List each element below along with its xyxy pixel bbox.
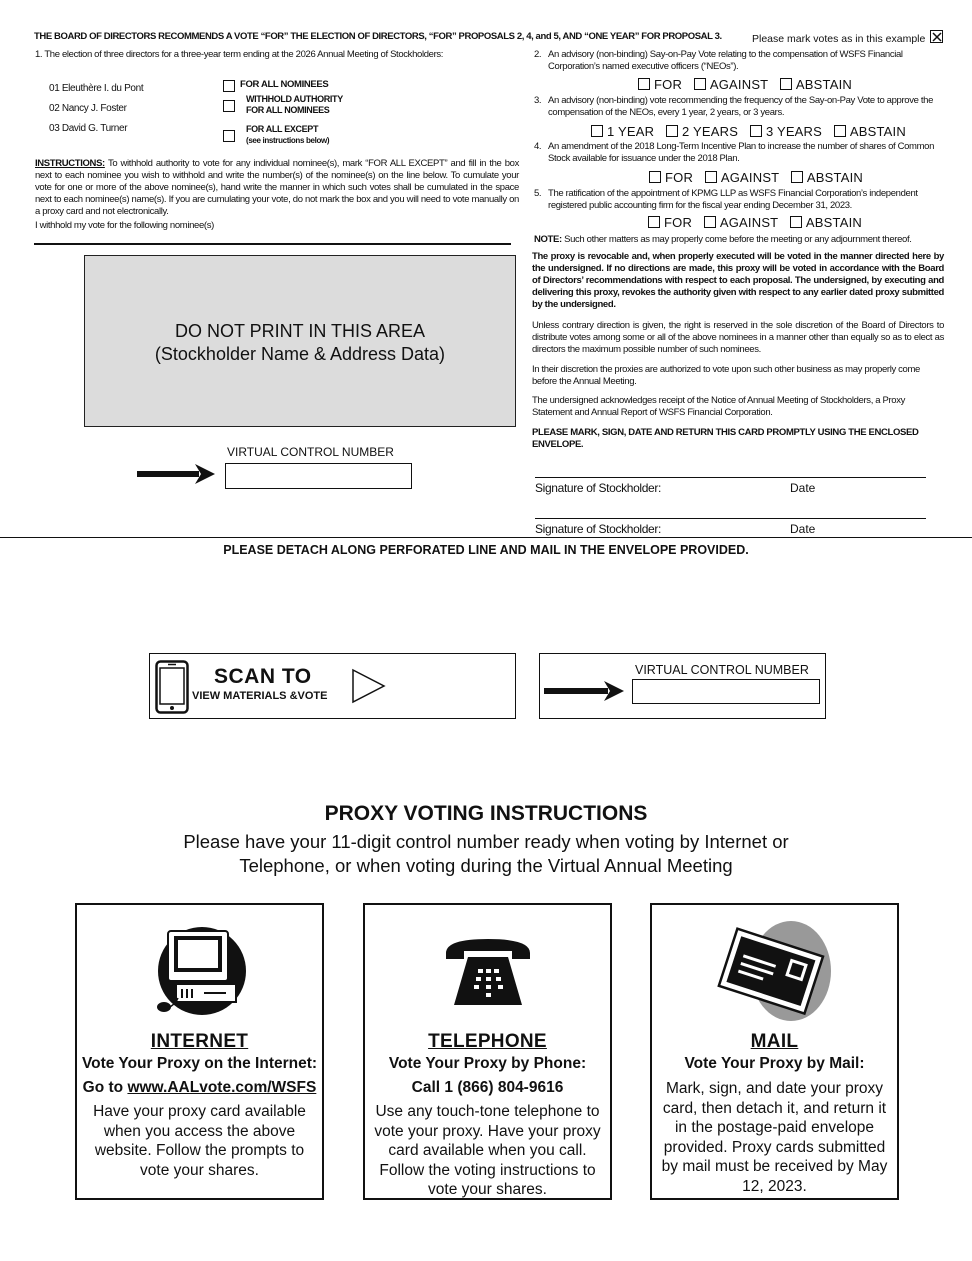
nominee-1: 01 Eleuthère I. du Pont: [49, 83, 144, 94]
address-area-line1: DO NOT PRINT IN THIS AREA: [174, 321, 426, 341]
control-number-label: VIRTUAL CONTROL NUMBER: [227, 445, 394, 459]
mail-subheading: Vote Your Proxy by Mail:: [684, 1055, 865, 1072]
note-label: NOTE:: [534, 234, 562, 245]
proposal3-abstain-label: ABSTAIN: [849, 124, 906, 139]
withhold-line-label: I withhold my vote for the following nominee(s): [35, 220, 214, 231]
mail-heading: MAIL: [750, 1031, 799, 1052]
marked-checkbox-example: [930, 30, 943, 43]
address-area: [84, 255, 516, 427]
proposal5-for-checkbox[interactable]: [648, 216, 660, 228]
telephone-heading: TELEPHONE: [428, 1031, 547, 1052]
proposal3-1year-checkbox[interactable]: [591, 125, 603, 137]
telephone-card: [363, 903, 612, 1200]
proposal5-against-checkbox[interactable]: [704, 216, 716, 228]
withhold-line1: WITHHOLD AUTHORITY: [246, 94, 343, 104]
legal-p2: Unless contrary direction is given, the right is reserved in the sole discretion of the Board of Directors to distribute votes among some or all of the above nominees in a manner other than equally so as to elect as directors the maximum possible number of such nominees.: [532, 320, 944, 355]
signature-label-2: Signature of Stockholder:: [535, 522, 661, 536]
mark-example-text: [752, 30, 943, 45]
instructions-block: [35, 158, 519, 218]
instructions-text: To withhold authority to vote for any individual nominee(s), mark “FOR ALL EXCEPT” and fill in the box next to each nominee you wish to withhold and write the number(s) of the nominee(s) on the line below. To cumulate your vote for one or more of the above nominee(s), hand write the manner in which such votes shall be cumulated in the space next to each nominee(s) name(s). If you are cumulating your vote, do not mark the box and you will need to vote manually on a proxy card and not electronically.: [35, 158, 519, 217]
proposal4-for-checkbox[interactable]: [649, 171, 661, 183]
legal-p4: The undersigned acknowledges receipt of the Notice of Annual Meeting of Stockholders, a Proxy Statement and Annual Report of WSFS Financial Corporation.: [532, 395, 906, 418]
proposal3-2years-label: 2 YEARS: [682, 124, 739, 139]
date-label-2: Date: [790, 522, 816, 536]
scan-title: SCAN TO: [214, 665, 312, 688]
proposal3-3years-label: 3 YEARS: [765, 124, 823, 139]
scan-box: [149, 653, 516, 719]
proposal3-num: 3.: [534, 95, 542, 106]
telephone-subheading: Vote Your Proxy by Phone:: [388, 1055, 587, 1072]
legal-p5: PLEASE MARK, SIGN, DATE AND RETURN THIS CARD PROMPTLY USING THE ENCLOSED ENVELOPE.: [532, 427, 919, 450]
proposal2-for-label: FOR: [654, 77, 683, 92]
note-text: Such other matters as may properly come before the meeting or any adjournment thereof.: [561, 234, 912, 245]
mark-example-label: Please mark votes as in this example: [752, 33, 926, 45]
proposal3-text: An advisory (non-binding) vote recommending the frequency of the Say-on-Pay Vote to approve the compensation of the NEOs, every 1 year, 2 years, or 3 years.: [548, 95, 933, 118]
control-number-field[interactable]: [225, 463, 412, 489]
telephone-icon: [442, 935, 534, 1009]
proposal5-options: [640, 215, 862, 230]
proposal2-for-checkbox[interactable]: [638, 78, 650, 90]
proposal3-options: [583, 124, 906, 139]
internet-body: Have your proxy card available when you access the above website. Follow the prompts to vote your shares.: [93, 1103, 306, 1179]
internet-goto: [77, 1076, 322, 1100]
arrow-right-icon: [137, 463, 217, 485]
proxy-instructions-subtitle: [0, 830, 972, 878]
proposal4-options: [641, 170, 863, 185]
withhold-authority-checkbox[interactable]: [223, 100, 235, 112]
proposal2-against-checkbox[interactable]: [694, 78, 706, 90]
proposal5-for-label: FOR: [664, 215, 693, 230]
withhold-line2: FOR ALL NOMINEES: [246, 105, 330, 115]
control-number-field-bottom[interactable]: [632, 679, 820, 704]
board-recommendation: THE BOARD OF DIRECTORS RECOMMENDS A VOTE “FOR” THE ELECTION OF DIRECTORS, “FOR” PROPOSALS 2, 4, and 5, AND “ONE YEAR” FOR PROPOSAL 3.: [34, 31, 722, 42]
proposal5-abstain-checkbox[interactable]: [790, 216, 802, 228]
signature-line-1[interactable]: [535, 477, 926, 478]
proposal2-options: [630, 77, 852, 92]
internet-subheading: Vote Your Proxy on the Internet:: [81, 1055, 318, 1072]
internet-heading: INTERNET: [150, 1031, 249, 1052]
telephone-body: Use any touch-tone telephone to vote your proxy. Have your proxy card available when you call. Follow the voting instructions to vote your shares.: [374, 1103, 601, 1198]
proposal4-num: 4.: [534, 141, 542, 152]
control-number-label-bottom: VIRTUAL CONTROL NUMBER: [635, 663, 809, 677]
proxy-instructions-title: PROXY VOTING INSTRUCTIONS: [324, 802, 648, 825]
detach-notice: PLEASE DETACH ALONG PERFORATED LINE AND MAIL IN THE ENVELOPE PROVIDED.: [223, 543, 749, 557]
signature-line-2[interactable]: [535, 518, 926, 519]
proposal2-text: An advisory (non-binding) Say-on-Pay Vote relating to the compensation of WSFS Financial Corporation’s named executive officers (“NEOs”).: [548, 49, 903, 72]
proposal2-abstain-checkbox[interactable]: [780, 78, 792, 90]
perforated-line: [0, 537, 972, 538]
scan-subtitle: VIEW MATERIALS &VOTE: [192, 690, 328, 702]
nominee-3: 03 David G. Turner: [49, 123, 128, 134]
proposal1-text: 1. The election of three directors for a three-year term ending at the 2026 Annual Meeting of Stockholders:: [35, 49, 444, 60]
instructions-label: INSTRUCTIONS:: [35, 158, 105, 169]
proposal5-against-label: AGAINST: [719, 215, 779, 230]
for-all-except-checkbox[interactable]: [223, 130, 235, 142]
nominee-2: 02 Nancy J. Foster: [49, 103, 127, 114]
note-block: [534, 234, 912, 246]
arrow-right-icon: [544, 680, 626, 702]
withhold-write-line[interactable]: [34, 243, 511, 245]
legal-p3: In their discretion the proxies are authorized to vote upon such other business as may properly come before the Annual Meeting.: [532, 364, 920, 387]
internet-url-link[interactable]: www.AALvote.com/WSFS: [127, 1079, 317, 1096]
mail-body: Mark, sign, and date your proxy card, then detach it, and return it in the postage-paid envelope provided. Proxy cards submitted by mail must be received by May 12, 2023.: [661, 1080, 888, 1195]
for-all-nominees-label: FOR ALL NOMINEES: [240, 79, 329, 90]
proposal2-abstain-label: ABSTAIN: [795, 77, 852, 92]
smartphone-icon: [155, 660, 189, 714]
proxy-instructions-line2: Telephone, or when voting during the Virtual Annual Meeting: [239, 855, 733, 876]
envelope-icon: [715, 919, 835, 1025]
proposal4-text: An amendment of the 2018 Long-Term Incentive Plan to increase the number of shares of Common Stock available for issuance under the 2018 Plan.: [548, 141, 935, 164]
for-all-except-note: (see instructions below): [246, 136, 330, 145]
signature-label-1: Signature of Stockholder:: [535, 481, 661, 495]
for-all-except-label: [246, 124, 329, 146]
proposal5-text: The ratification of the appointment of KPMG LLP as WSFS Financial Corporation’s independent registered public accounting firm for the fiscal year ending December 31, 2023.: [548, 188, 918, 211]
proposal2-num: 2.: [534, 49, 542, 60]
internet-card: [75, 903, 324, 1200]
proposal4-against-label: AGAINST: [720, 170, 780, 185]
internet-goto-label: Go to: [82, 1079, 128, 1096]
proposal3-3years-checkbox[interactable]: [750, 125, 762, 137]
date-label-1: Date: [790, 481, 816, 495]
for-all-except-text: FOR ALL EXCEPT: [246, 124, 319, 134]
play-triangle-icon: [351, 668, 387, 704]
proposal3-1year-label: 1 YEAR: [607, 124, 655, 139]
telephone-number: Call 1 (866) 804-9616: [411, 1079, 564, 1096]
mail-card: [650, 903, 899, 1200]
proposal3-abstain-checkbox[interactable]: [834, 125, 846, 137]
proposal4-against-checkbox[interactable]: [705, 171, 717, 183]
proposal5-num: 5.: [534, 188, 542, 199]
legal-p1: The proxy is revocable and, when properly executed will be voted in the manner directed here by the undersigned. If no directions are made, this proxy will be voted in accordance with the Board of Directors’ recommendations with respect to each proposal. The undersigned, by executing and delivering this proxy, revokes the authority given with respect to any earlier dated proxy submitted by the undersigned.: [532, 251, 944, 310]
for-all-nominees-checkbox[interactable]: [223, 80, 235, 92]
address-area-line2: (Stockholder Name & Address Data): [154, 344, 446, 364]
proposal4-abstain-checkbox[interactable]: [791, 171, 803, 183]
control-number-box-bottom: [539, 653, 826, 719]
proposal4-abstain-label: ABSTAIN: [806, 170, 863, 185]
x-mark-icon: [932, 32, 942, 42]
proposal2-against-label: AGAINST: [709, 77, 769, 92]
proxy-instructions-line1: Please have your 11-digit control number ready when voting by Internet or: [183, 831, 789, 852]
withhold-authority-label: [246, 94, 343, 116]
proposal4-for-label: FOR: [665, 170, 694, 185]
computer-icon: [152, 923, 248, 1023]
proposal3-2years-checkbox[interactable]: [666, 125, 678, 137]
proposal5-abstain-label: ABSTAIN: [805, 215, 862, 230]
